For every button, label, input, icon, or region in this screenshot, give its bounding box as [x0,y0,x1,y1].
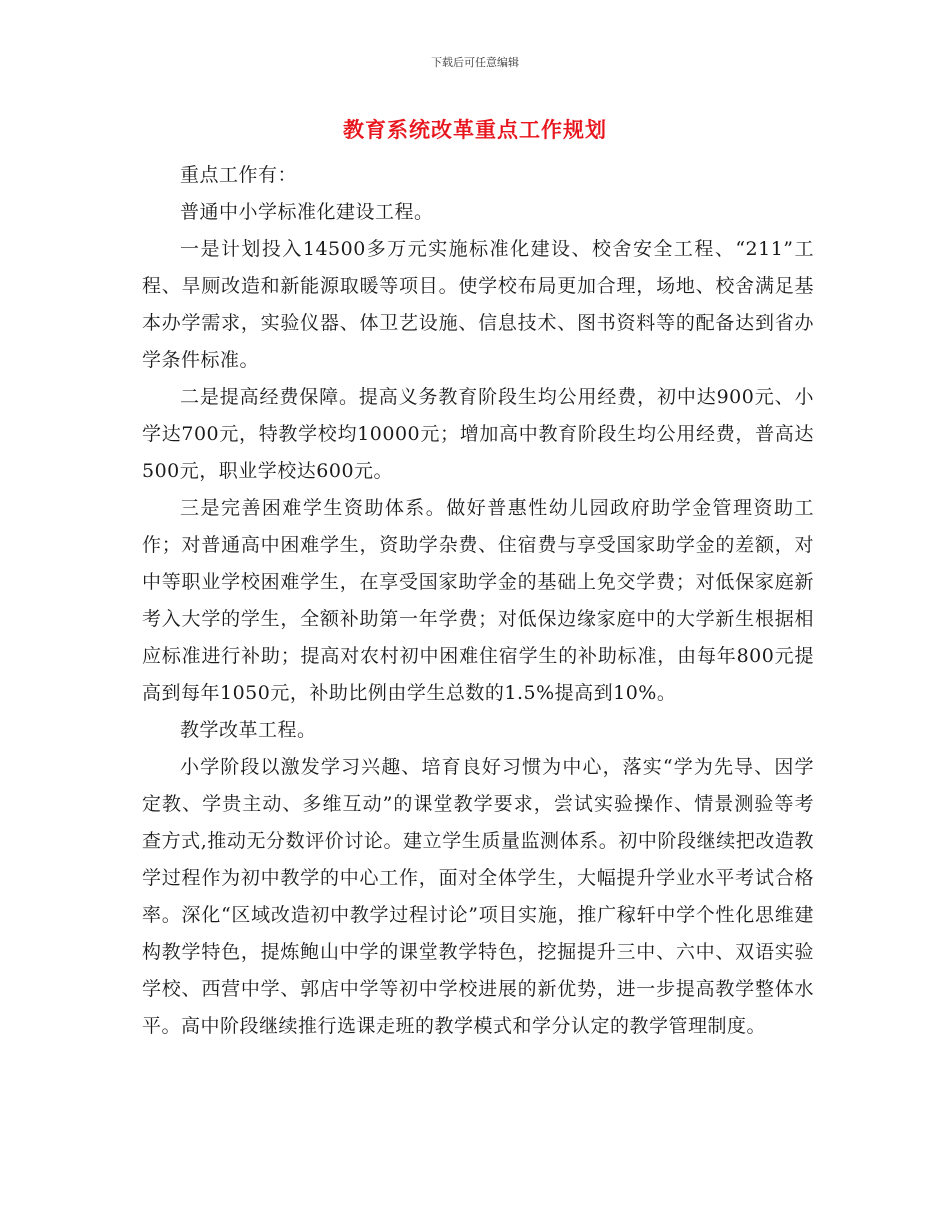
paragraph: 三是完善困难学生资助体系。做好普惠性幼儿园政府助学金管理资助工作；对普通高中困难学生，资助学杂费、住宿费与享受国家助学金的差额，对中等职业学校困难学生，在享受国家助学金的基础上免交学费；对低保家庭新考入大学的学生，全额补助第一年学费；对低保边缘家庭中的大学新生根据相应标准进行补助；提高对农村初中困难住宿学生的补助标准，由每年800元提高到每年1050元，补助比例由学生总数的1.5%提高到10%。 [142,497,814,704]
paragraph: 教学改革工程。 [180,719,317,741]
paragraph: 一是计划投入14500多万元实施标准化建设、校舍安全工程、“211”工程、旱厕改造和新能源取暖等项目。使学校布局更加合理，场地、校舍满足基本办学需求，实验仪器、体卫艺设施、信息技术、图书资料等的配备达到省办学条件标准。 [142,238,814,371]
document-body [142,157,814,1045]
paragraph: 小学阶段以激发学习兴趣、培育良好习惯为中心，落实“学为先导、因学定教、学贵主动、多维互动”的课堂教学要求，尝试实验操作、情景测验等考查方式,推动无分数评价讨论。建立学生质量监测体系。初中阶段继续把改造教学过程作为初中教学的中心工作，面对全体学生，大幅提升学业水平考试合格率。深化“区域改造初中教学过程讨论”项目实施，推广稼轩中学个性化思维建构教学特色，提炼鲍山中学的课堂教学特色，挖掘提升三中、六中、双语实验学校、西营中学、郭店中学等初中学校进展的新优势，进一步提高教学整体水平。高中阶段继续推行选课走班的教学模式和学分认定的教学管理制度。 [142,756,814,1037]
paragraph: 普通中小学标准化建设工程。 [180,201,434,223]
paragraph: 二是提高经费保障。提高义务教育阶段生均公用经费，初中达900元、小学达700元，特教学校均10000元；增加高中教育阶段生均公用经费，普高达500元，职业学校达600元。 [142,386,814,482]
document-title: 教育系统改革重点工作规划 [343,118,607,142]
paragraph: 重点工作有： [180,164,298,186]
header-note: 下载后可任意编辑 [431,56,519,69]
